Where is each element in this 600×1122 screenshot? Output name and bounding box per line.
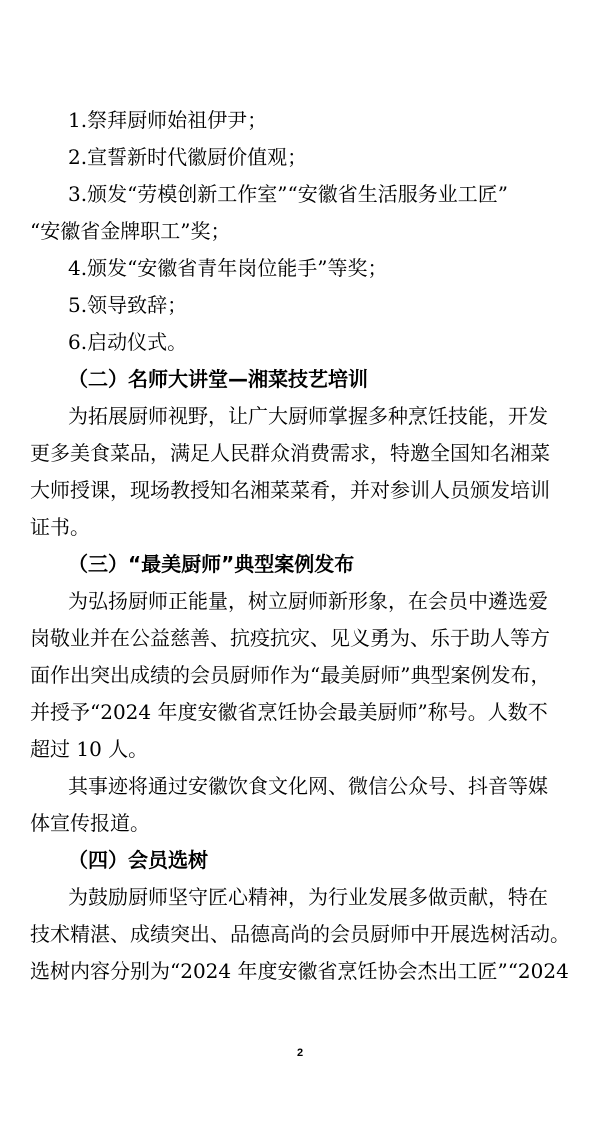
paragraph-line: 其事迹将通过安徽饮食文化网、微信公众号、抖音等媒 (68, 774, 548, 798)
paragraph-line: 为鼓励厨师坚守匠心精神，为行业发展多做贡献，特在 (68, 885, 548, 909)
paragraph-line: 选树内容分别为“2024 年度安徽省烹饪协会杰出工匠”“2024 (30, 959, 569, 983)
paragraph-line: 超过 10 人。 (30, 737, 149, 761)
list-item-1: 1.祭拜厨师始祖伊尹； (68, 108, 268, 132)
paragraph-line: 为弘扬厨师正能量，树立厨师新形象，在会员中遴选爱 (68, 589, 548, 613)
list-item-3: 3.颁发“劳模创新工作室”“安徽省生活服务业工匠” (68, 182, 508, 206)
paragraph-line: 并授予“2024 年度安徽省烹饪协会最美厨师”称号。人数不 (30, 700, 548, 724)
paragraph-line: 证书。 (30, 515, 90, 539)
section-heading-2: （二）名师大讲堂—湘菜技艺培训 (68, 367, 368, 391)
list-item-6: 6.启动仪式。 (68, 330, 188, 354)
paragraph-line: 大师授课，现场教授知名湘菜菜肴，并对参训人员颁发培训 (30, 478, 550, 502)
paragraph-line: 技术精湛、成绩突出、品德高尚的会员厨师中开展选树活动。 (30, 922, 570, 946)
section-heading-4: （四）会员选树 (68, 848, 208, 872)
list-item-2: 2.宣誓新时代徽厨价值观； (68, 145, 308, 169)
paragraph-line: 体宣传报道。 (30, 811, 150, 835)
paragraph-line: 为拓展厨师视野，让广大厨师掌握多种烹饪技能，开发 (68, 404, 548, 428)
list-item-4: 4.颁发“安徽省青年岗位能手”等奖； (68, 256, 388, 280)
page-number: 2 (296, 1047, 304, 1059)
list-item-5: 5.领导致辞； (68, 293, 188, 317)
section-heading-3: （三）“最美厨师”典型案例发布 (68, 552, 355, 576)
list-item-3-continued: “安徽省金牌职工”奖； (30, 219, 231, 243)
paragraph-line: 面作出突出成绩的会员厨师作为“最美厨师”典型案例发布， (30, 663, 551, 687)
paragraph-line: 更多美食菜品，满足人民群众消费需求，特邀全国知名湘菜 (30, 441, 550, 465)
paragraph-line: 岗敬业并在公益慈善、抗疫抗灾、见义勇为、乐于助人等方 (30, 626, 550, 650)
